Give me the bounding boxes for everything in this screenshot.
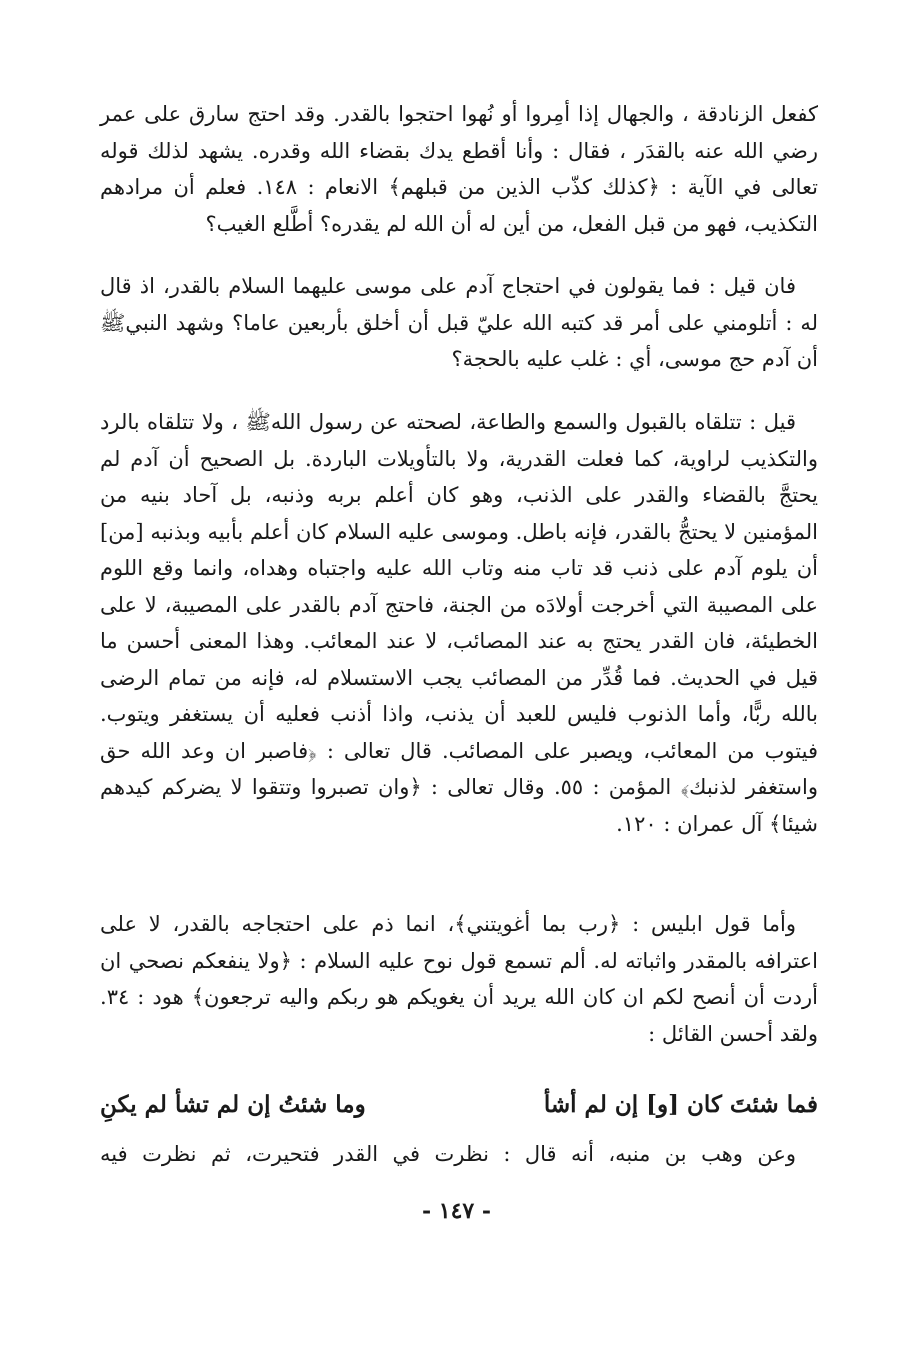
paragraph-3 [100,404,818,842]
closing-line-text: وعن وهب بن منبه، أنه قال : نظرت في القدر فتحيرت، ثم نظرت فيه [100,1142,796,1166]
paragraph-2-text [100,268,818,378]
paragraph-3-body: قيل : تتلقاه بالقبول والسمع والطاعة، لصحته عن رسول اللهﷺ ، ولا تتلقاه بالرد والتكذيب لراوية، كما فعلت القدرية، ولا بالتأويلات الباردة. بل الصحيح أن آدم لم يحتجَّ بالقضاء والقدر على الذنب، وهو كان أعلم بربه وذنبه، بل آحاد بنيه من المؤمنين لا يحتجُّ بالقدر، فإنه باطل. وموسى عليه السلام كان أعلم بأبيه وبذنبه [من] أن يلوم آدم على ذنب قد تاب منه وتاب الله عليه واجتباه وهداه، وانما وقع اللوم على المصيبة التي أخرجت أولادَه من الجنة، فاحتج آدم بالقدر على المصيبة، لا على الخطيئة، فان القدر يحتج به عند المصائب، لا عند المعائب. وهذا المعنى أحسن ما قيل في الحديث. فما قُدِّر من المصائب يجب الاستسلام له، فإنه من تمام الرضى بالله ربًّا، وأما الذنوب فليس للعبد أن يذنب، واذا أذنب فعليه أن يستغفر ويتوب. فيتوب من المعائب، ويصبر على المصائب. قال تعالى : ﴿فاصبر ان وعد الله حق واستغفر لذنبك﴾ المؤمن : ٥٥. وقال تعالى : ﴿وان تصبروا وتتقوا لا يضركم كيدهم شيئا﴾ آل عمران : ١٢٠. [100,410,818,836]
paragraph-2 [100,268,818,378]
paragraph-2-body: فان قيل : فما يقولون في احتجاج آدم على موسى عليهما السلام بالقدر، اذ قال له : أتلومني على أمر قد كتبه الله عليّ قبل أن أخلق بأربعين عاما؟ وشهد النبيﷺ أن آدم حج موسى، أي : غلب عليه بالحجة؟ [100,274,818,371]
poem-verse [100,1087,818,1123]
verse-first-hemistich: فما شئتَ كان [و] إن لم أشأ [543,1091,818,1118]
paragraph-1 [100,96,818,242]
closing-line [100,1136,818,1172]
paragraph-4-body: وأما قول ابليس : ﴿رب بما أغويتني﴾، انما ذم على احتجاجه بالقدر، لا على اعترافه بالمقدر واثباته له. ألم تسمع قول نوح عليه السلام : ﴿ولا ينفعكم نصحي ان أردت أن أنصح لكم ان كان الله يريد أن يغويكم هو ربكم واليه ترجعون﴾ هود : ٣٤. ولقد أحسن القائل : [100,912,818,1046]
paragraph-1-text: كفعل الزنادقة ، والجهال إذا أمِروا أو نُهوا احتجوا بالقدر. وقد احتج سارق على عمر رضي الله عنه بالقدَر ، فقال : وأنا أقطع يدك بقضاء الله وقدره. يشهد لذلك قوله تعالى في الآية : ﴿كذلك كذّب الذين من قبلهم﴾ الانعام : ١٤٨. فعلم أن مرادهم التكذيب، فهو من قبل الفعل، من أين له أن الله لم يقدره؟ أطَّلع الغيب؟ [100,102,818,236]
verse-second-hemistich: وما شئتُ إن لم تشأ لم يكنِ [100,1091,366,1118]
paragraph-3-text [100,404,818,842]
paragraph-4 [100,906,818,1052]
page-number: - ١٤٧ - [421,1198,492,1224]
paragraph-4-text [100,906,818,1052]
